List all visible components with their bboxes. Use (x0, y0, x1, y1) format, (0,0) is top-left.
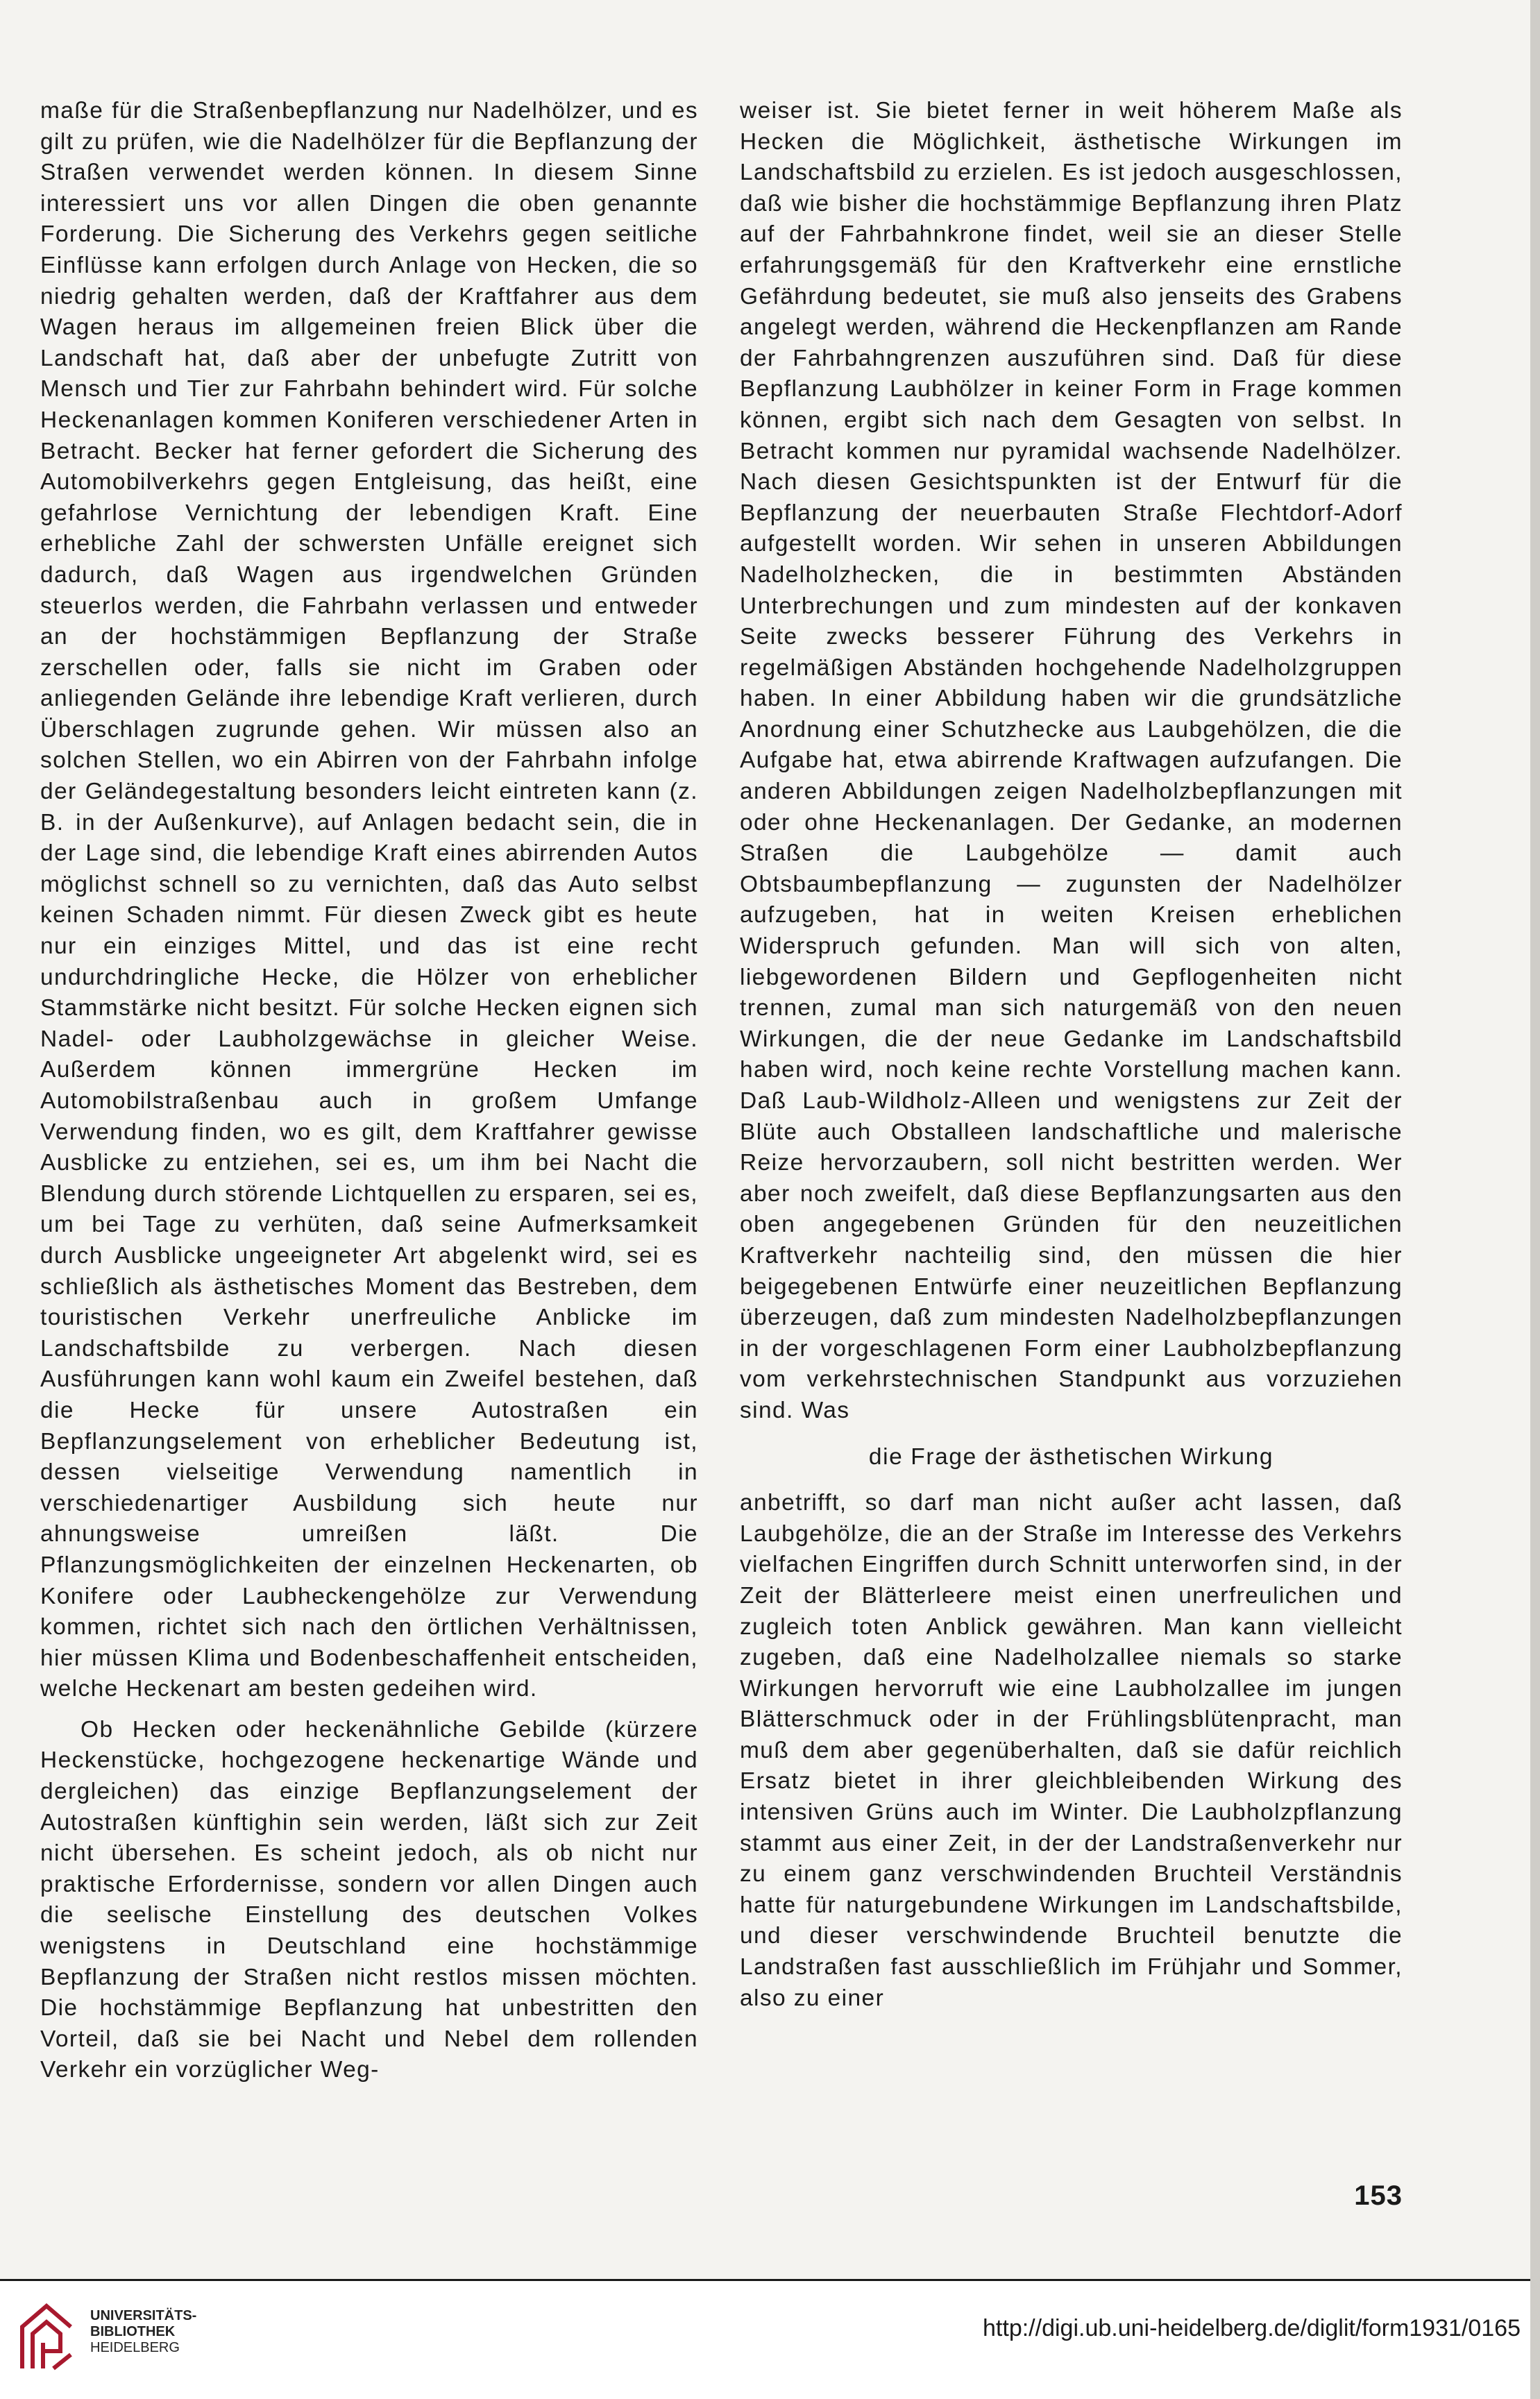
right-column (740, 96, 1403, 2014)
library-name-line2: BIBLIOTHEK (90, 2324, 176, 2339)
left-paragraph-1: maße für die Straßenbepflanzung nur Nadelhölzer, und es gilt zu prüfen, wie die Nadelhölzer für die Bepflanzung der Straßen verwendet werden können. In diesem Sinne interessiert uns vor allen Dingen die oben genannte Forderung. Die Sicherung des Verkehrs gegen seitliche Einflüsse kann erfolgen durch Anlage von Hecken, die so niedrig gehalten werden, daß der Kraftfahrer aus dem Wagen heraus im allgemeinen freien Blick über die Landschaft hat, daß aber der unbefugte Zutritt von Mensch und Tier zur Fahrbahn behindert wird. Für solche Heckenanlagen kommen Koniferen verschiedener Arten in Betracht. Becker hat ferner gefordert die Sicherung des Automobilverkehrs gegen Entgleisung, das heißt, eine gefahrlose Vernichtung der lebendigen Kraft. Eine erhebliche Zahl der schwersten Unfälle ereignet sich dadurch, daß Wagen aus irgendwelchen Gründen steuerlos werden, die Fahrbahn verlassen und entweder an der hochstämmigen Bepflanzung der Straße zerschellen oder, falls sie nicht im Graben oder anliegenden Gelände ihre lebendige Kraft verlieren, durch Überschlagen zugrunde gehen. Wir müssen also an solchen Stellen, wo ein Abirren von der Fahrbahn infolge der Geländegestaltung besonders leicht eintreten kann (z. B. in der Außenkurve), auf Anlagen bedacht sein, die in der Lage sind, die lebendige Kraft eines abirrenden Autos möglichst schnell so zu vernichten, daß das Auto selbst keinen Schaden nimmt. Für diesen Zweck gibt es heute nur ein einziges Mittel, und das ist eine recht undurchdringliche Hecke, die Hölzer von erheblicher Stammstärke nicht besitzt. Für solche Hecken eignen sich Nadel- oder Laubholzgewächse in gleicher Weise. Außerdem können immergrüne Hecken im Automobilstraßenbau auch in großem Umfange Verwendung finden, wo es gilt, dem Kraftfahrer gewisse Ausblicke zu entziehen, sei es, um ihm bei Nacht die Blendung durch störende Lichtquellen zu ersparen, sei es, um bei Tage zu verhüten, daß seine Aufmerksamkeit durch Ausblicke ungeeigneter Art abgelenkt wird, sei es schließlich als ästhetisches Moment das Bestreben, dem touristischen Verkehr unerfreuliche Anblicke im Landschaftsbilde zu verbergen. Nach diesen Ausführungen kann wohl kaum ein Zweifel bestehen, daß die Hecke für unsere Autostraßen ein Bepflanzungselement von erheblicher Bedeutung ist, dessen vielseitige Verwendung namentlich in verschiedenartiger Ausbildung sich heute nur ahnungsweise umreißen läßt. Die Pflanzungsmöglichkeiten der einzelnen Heckenarten, ob Konifere oder Laubheckengehölze zur Verwendung kommen, richtet sich nach den örtlichen Verhältnissen, hier müssen Klima und Bodenbeschaffenheit entscheiden, welche Heckenart am besten gedeihen wird. (40, 98, 698, 1702)
library-name (90, 2308, 196, 2356)
heidelberg-library-logo-icon (15, 2303, 81, 2372)
library-name-line3: HEIDELBERG (90, 2340, 180, 2355)
page-edge (1530, 0, 1540, 2399)
section-subheading: die Frage der ästhetischen Wirkung (868, 1443, 1274, 1470)
right-paragraph-2: anbetrifft, so darf man nicht außer acht lassen, daß Laubgehölze, die an der Straße im Interesse des Verkehrs vielfachen Eingriffen durch Schnitt unterworfen sind, in der Zeit der Blätterleere meist einen unerfreulichen und zugleich toten Anblick gewähren. Man kann vielleicht zugeben, daß eine Nadelholzallee niemals so starke Wirkungen hervorruft wie eine Laubholzallee im jungen Blätterschmuck oder in der Frühlingsblütenpracht, man muß dem aber gegenüberhalten, daß sie dafür reichlich Ersatz bietet in ihrer gleichbleibenden Wirkung des intensiven Grüns auch im Winter. Die Laubholzpflanzung stammt aus einer Zeit, in der der Landstraßenverkehr nur zu einem ganz verschwindenden Bruchteil Verständnis hatte für naturgebundene Wirkungen im Landschaftsbilde, und dieser verschwindende Bruchteil benutzte die Landstraßen fast ausschließlich im Frühjahr und Sommer, also zu einer (740, 1490, 1403, 2011)
left-paragraph-2: Ob Hecken oder heckenähnliche Gebilde (kürzere Heckenstücke, hochgezogene heckenartige Wände und dergleichen) das einzige Bepflanzungselement der Autostraßen künftighin sein werden, läßt sich zur Zeit nicht übersehen. Es scheint jedoch, als ob nicht nur praktische Erfordernisse, sondern vor allen Dingen auch die seelische Einstellung des deutschen Volkes wenigstens in Deutschland eine hochstämmige Bepflanzung der Straßen nicht restlos missen möchten. Die hochstämmige Bepflanzung hat unbestritten den Vorteil, daß sie bei Nacht und Nebel dem rollenden Verkehr ein vorzüglicher Weg- (40, 1716, 698, 2083)
right-paragraph-1: weiser ist. Sie bietet ferner in weit höherem Maße als Hecken die Möglichkeit, ästhetische Wirkungen im Landschaftsbild zu erzielen. Es ist jedoch ausgeschlossen, daß wie bisher die hochstämmige Bepflanzung ihren Platz auf der Fahrbahnkrone findet, weil sie an dieser Stelle erfahrungsgemäß für den Kraftverkehr eine ernstliche Gefährdung bedeutet, sie muß also jenseits des Grabens angelegt werden, während die Heckenpflanzen am Rande der Fahrbahngrenzen auszuführen sind. Daß für diese Bepflanzung Laubhölzer in keiner Form in Frage kommen können, ergibt sich nach dem Gesagten von selbst. In Betracht kommen nur pyramidal wachsende Nadelhölzer. Nach diesen Gesichtspunkten ist der Entwurf für die Bepflanzung der neuerbauten Straße Flechtdorf-Adorf aufgestellt worden. Wir sehen in unseren Abbildungen Nadelholzhecken, die in bestimmten Abständen Unterbrechungen und zum mindesten auf der konkaven Seite zwecks besserer Führung des Verkehrs in regelmäßigen Abständen hochgehende Nadelholzgruppen haben. In einer Abbildung haben wir die grundsätzliche Anordnung einer Schutzhecke aus Laubgehölzen, die die Aufgabe hat, etwa abirrende Kraftwagen aufzufangen. Die anderen Abbildungen zeigen Nadelholzbepflanzungen mit oder ohne Heckenanlagen. Der Gedanke, an modernen Straßen die Laubgehölze — damit auch Obtsbaumbepflanzung — zugunsten der Nadelhölzer aufzugeben, hat in weiten Kreisen erheblichen Widerspruch gefunden. Man will sich von alten, liebgewordenen Bildern und Gepflogenheiten nicht trennen, zumal man sich naturgemäß von den neuen Wirkungen, die der neue Gedanke im Landschaftsbild haben wird, noch keine rechte Vorstellung machen kann. Daß Laub-Wildholz-Alleen und wenigstens zur Zeit der Blüte auch Obstalleen landschaftliche und malerische Reize hervorzaubern, soll nicht bestritten werden. Wer aber noch zweifelt, daß diese Bepflanzungsarten aus den oben angegebenen Gründen für den neuzeitlichen Kraftverkehr nachteilig sind, den müssen die hier beigegebenen Entwürfe einer neuzeitlichen Bepflanzung überzeugen, daß zum mindesten Nadelholzbepflanzungen in der vorgeschlagenen Form einer Laubholzbepflanzung vom verkehrstechnischen Standpunkt aus vorzuziehen sind. Was (740, 98, 1403, 1423)
source-url-link[interactable]: http://digi.ub.uni-heidelberg.de/diglit/form1931/0165 (983, 2315, 1521, 2341)
page-number: 153 (1354, 2180, 1403, 2211)
left-column (40, 96, 698, 2086)
library-name-line1: UNIVERSITÄTS- (90, 2308, 197, 2323)
